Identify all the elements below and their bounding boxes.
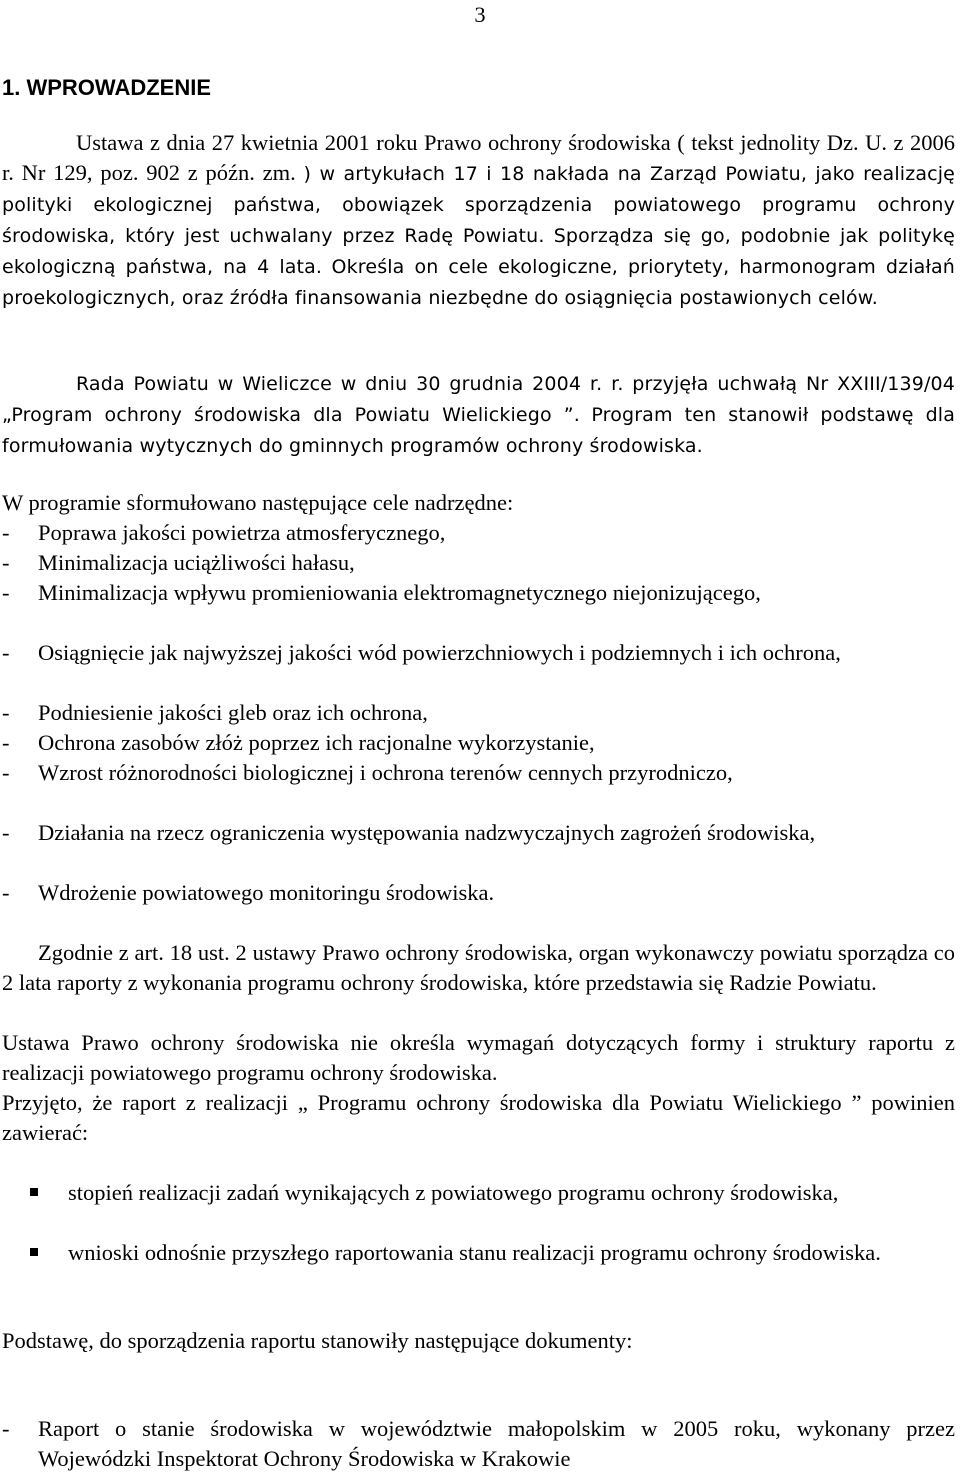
report-bullet-item — [30, 1178, 955, 1208]
square-bullet-icon — [30, 1178, 68, 1208]
goal-text: Działania na rzecz ograniczenia występowania nadzwyczajnych zagrożeń środowiska, — [38, 820, 816, 845]
list-dash: - — [2, 640, 10, 665]
goal-list-item — [2, 818, 955, 848]
intro-legal-basis: Ustawa z dnia 27 kwietnia 2001 roku Prawo ochrony środowiska ( tekst jednolity Dz. U. z 2006 r. Nr 129, poz. 902 z późn. zm. — [2, 130, 955, 185]
goal-text: Ochrona zasobów złóż poprzez ich racjonalne wykorzystanie, — [38, 730, 595, 755]
list-dash: - — [2, 820, 10, 845]
intro-articles-text: ) w artykułach 17 i 18 nakłada na Zarząd Powiatu, jako realizację polityki ekologicznej państwa, obowiązek sporządzenia powiatowego programu ochrony środowiska, który jest uchwalany przez Radę Powiatu. — [2, 163, 955, 247]
goal-text: Minimalizacja uciążliwości hałasu, — [38, 550, 355, 575]
goal-text: Wzrost różnorodności biologicznej i ochrona terenów cennych przyrodniczo, — [38, 760, 733, 785]
list-dash: - — [2, 520, 10, 545]
basis-item-text: Raport o stanie środowiska w województwie małopolskim w 2005 roku, wykonany przez Wojewódzki Inspektorat Ochrony Środowiska w Krakowie — [38, 1416, 955, 1471]
goal-list-item — [2, 518, 955, 548]
goal-list-item — [2, 728, 955, 758]
reports-paragraph-3: Przyjęto, że raport z realizacji „ Programu ochrony środowiska dla Powiatu Wielickiego ” powinien zawierać: — [2, 1090, 955, 1145]
report-bullet-item — [30, 1238, 955, 1268]
report-bullet-text: stopień realizacji zadań wynikających z powiatowego programu ochrony środowiska, — [68, 1180, 839, 1205]
intro-goals-text: Określa on cele ekologiczne, priorytety, harmonogram działań proekologicznych, oraz źródła finansowania niezbędne do osiągnięcia postawionych celów. — [2, 256, 955, 309]
program-basis-text: Program ten stanowił podstawę dla formułowania wytycznych do gminnych programów ochrony środowiska. — [2, 404, 956, 457]
list-dash: - — [2, 580, 10, 605]
list-dash: - — [2, 760, 10, 785]
goal-text: Osiągnięcie jak najwyższej jakości wód powierzchniowych i podziemnych i ich ochrona, — [38, 640, 841, 665]
goals-intro: W programie sformułowano następujące cele nadrzędne: — [2, 490, 514, 515]
square-bullet-icon — [30, 1238, 68, 1268]
list-dash: - — [2, 1416, 10, 1441]
goal-list-item — [2, 878, 955, 908]
intro-paragraph-2 — [2, 368, 955, 461]
goal-list-item — [2, 548, 955, 578]
report-bullet-text: wnioski odnośnie przyszłego raportowania stanu realizacji programu ochrony środowiska. — [68, 1240, 881, 1265]
reports-paragraph-1: Zgodnie z art. 18 ust. 2 ustawy Prawo ochrony środowiska, organ wykonawczy powiatu sporządza co 2 lata raporty z wykonania programu ochrony środowiska, które przedstawia się Radzie Powiatu. — [2, 940, 955, 995]
intro-period-text: Sporządza się go, podobnie jak politykę ekologiczną państwa, na 4 lata. — [2, 225, 956, 278]
list-dash: - — [2, 730, 10, 755]
goal-list-item — [2, 638, 955, 668]
goal-list-item — [2, 758, 955, 788]
goal-text: Wdrożenie powiatowego monitoringu środowiska. — [38, 880, 495, 905]
list-dash: - — [2, 700, 10, 725]
goal-list-item — [2, 698, 955, 728]
list-dash: - — [2, 550, 10, 575]
list-dash: - — [2, 880, 10, 905]
goal-text: Podniesienie jakości gleb oraz ich ochrona, — [38, 700, 428, 725]
page-number: 3 — [474, 2, 486, 27]
section-heading: 1. WPROWADZENIE — [2, 75, 212, 100]
goal-text: Poprawa jakości powietrza atmosferycznego, — [38, 520, 446, 545]
intro-paragraph-1 — [2, 128, 955, 313]
goal-list-item — [2, 578, 955, 608]
basis-list-item — [2, 1414, 955, 1474]
reports-paragraph-2: Ustawa Prawo ochrony środowiska nie określa wymagań dotyczących formy i struktury raportu z realizacji powiatowego programu ochrony środowiska. — [2, 1030, 955, 1085]
goal-text: Minimalizacja wpływu promieniowania elektromagnetycznego niejonizującego, — [38, 580, 761, 605]
basis-intro: Podstawę, do sporządzenia raportu stanowiły następujące dokumenty: — [2, 1328, 633, 1353]
resolution-text: Rada Powiatu w Wieliczce w dniu 30 grudnia 2004 r. r. przyjęła uchwałą Nr XXIII/139/04 „Program ochrony środowiska dla Powiatu Wielickiego ”. — [2, 373, 955, 426]
